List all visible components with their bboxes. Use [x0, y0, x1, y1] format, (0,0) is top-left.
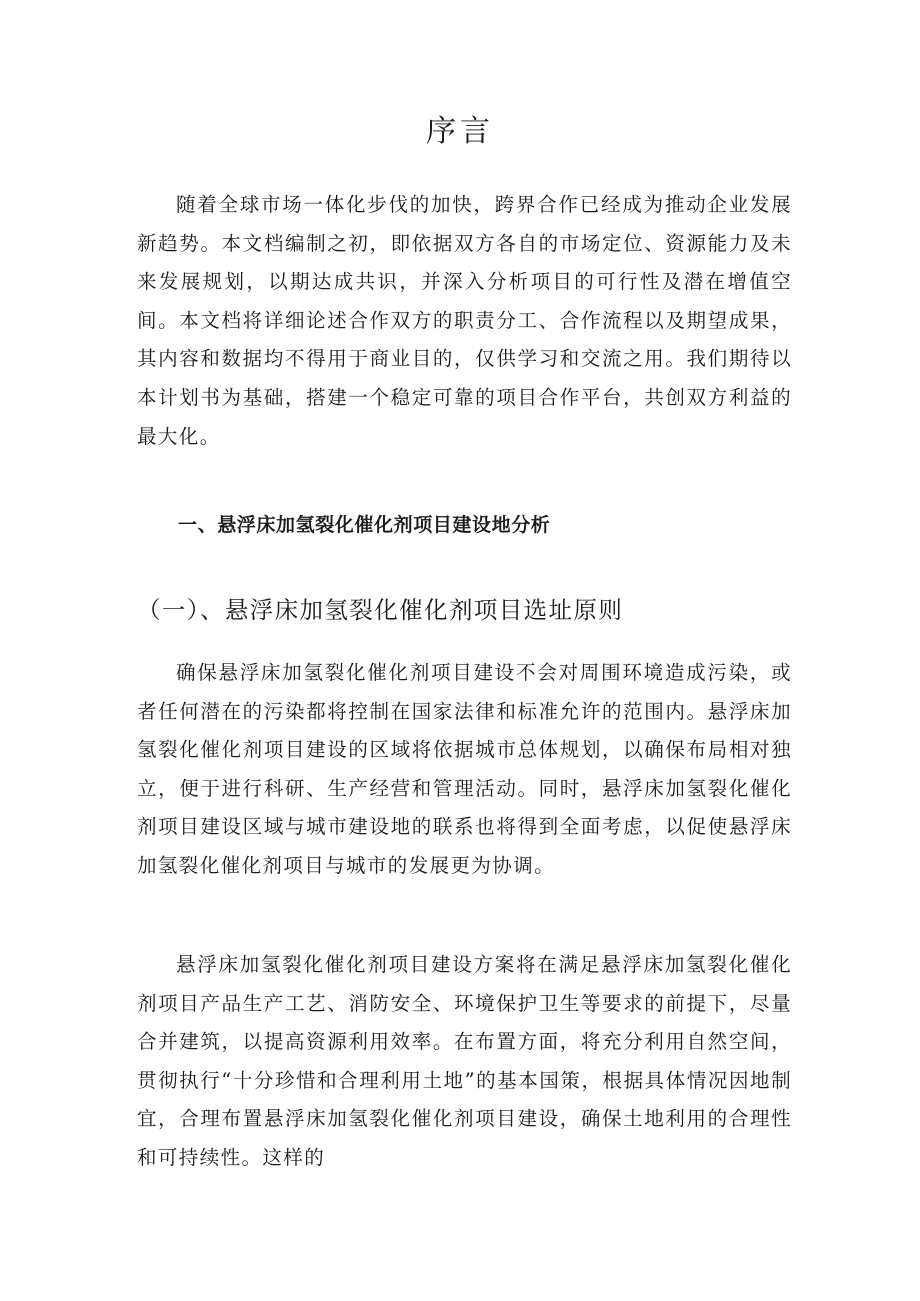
document-title: 序言 — [426, 114, 494, 149]
body-paragraph: 悬浮床加氢裂化催化剂项目建设方案将在满足悬浮床加氢裂化催化剂项目产品生产工艺、消防安全、环境保护卫生等要求的前提下，尽量合并建筑，以提高资源利用效率。在布置方面，将充分利用自然空间，贯彻执行“十分珍惜和合理利用土地”的基本国策，根据具体情况因地制宜，合理布置悬浮床加氢裂化催化剂项目建设，确保土地利用的合理性和可持续性。这样的 — [137, 953, 792, 1169]
preface-paragraph: 随着全球市场一体化步伐的加快，跨界合作已经成为推动企业发展新趋势。本文档编制之初，即依据双方各自的市场定位、资源能力及未来发展规划，以期达成共识，并深入分析项目的可行性及潜在增值空间。本文档将详细论述合作双方的职责分工、合作流程以及期望成果，其内容和数据均不得用于商业目的，仅供学习和交流之用。我们期待以本计划书为基础，搭建一个稳定可靠的项目合作平台，共创双方利益的最大化。 — [137, 193, 792, 448]
section-heading: 一、悬浮床加氢裂化催化剂项目建设地分析 — [178, 514, 551, 536]
body-paragraph: 确保悬浮床加氢裂化催化剂项目建设不会对周围环境造成污染，或者任何潜在的污染都将控制在国家法律和标准允许的范围内。悬浮床加氢裂化催化剂项目建设的区域将依据城市总体规划，以确保布局相对独立，便于进行科研、生产经营和管理活动。同时，悬浮床加氢裂化催化剂项目建设区域与城市建设地的联系也将得到全面考虑，以促使悬浮床加氢裂化催化剂项目与城市的发展更为协调。 — [137, 661, 792, 877]
subsection-heading: （一）、悬浮床加氢裂化催化剂项目选址原则 — [137, 596, 624, 624]
